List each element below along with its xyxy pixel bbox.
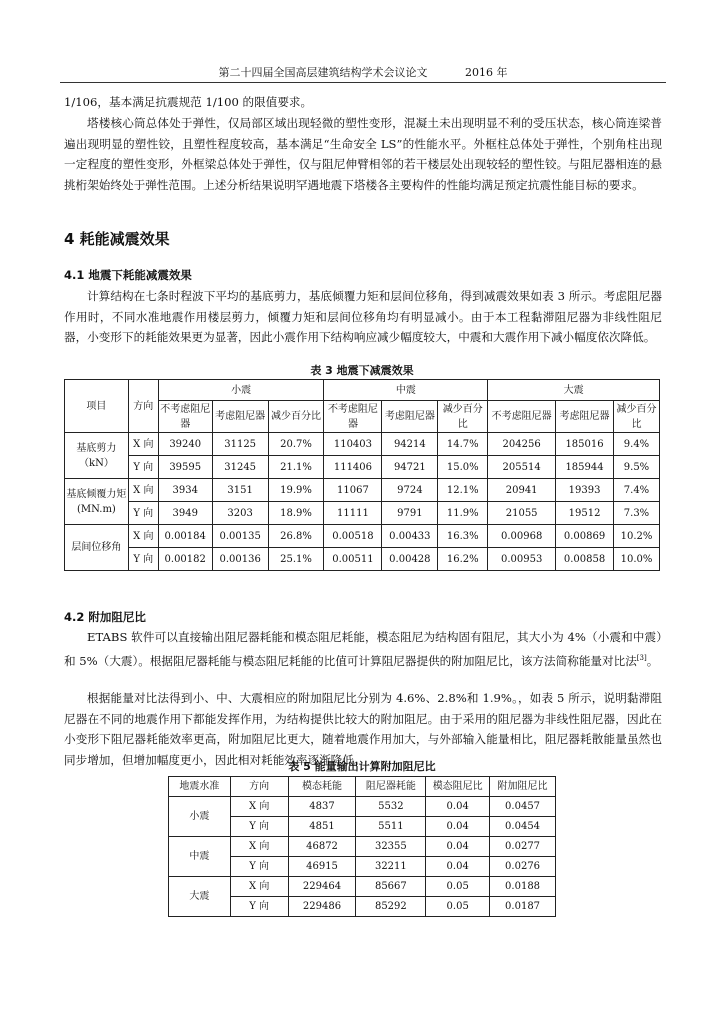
table3-subheader: 减少百分比 bbox=[438, 401, 488, 433]
section-4-2-paragraph-2: 根据能量对比法得到小、中、大震相应的附加阻尼比分别为 4.6%、2.8%和 1.9%。，如表 5 所示，说明黏滞阻尼器在不同的地震作用下都能发挥作用，为结构提供比较大的附加阻尼。由于采用的阻尼器为非线性阻尼器，因此在小变形下阻尼器耗能效率更高，附加阻尼比更大，随着地震作用加大，与外部输入能量相比，阻尼器耗散能量虽然也同步增加，但增加幅度更小，因此相对耗能效率逐渐降低。 bbox=[64, 691, 662, 767]
table-cell: 10.0% bbox=[613, 548, 659, 571]
table5-header: 方向 bbox=[230, 777, 288, 797]
table5-header: 地震水准 bbox=[169, 777, 231, 797]
section-4-2-paragraph-1-text: ETABS 软件可以直接输出阻尼器耗能和模态阻尼耗能，模态阻尼为结构固有阻尼，其大小为 4%（小震和中震）和 5%（大震）。根据阻尼器耗能与模态阻尼耗能的比值可计算阻尼器提供的附加阻尼比，该方法简称能量对比法 bbox=[64, 630, 662, 668]
table-cell: 25.1% bbox=[268, 548, 324, 571]
table-cell: 0.04 bbox=[426, 817, 490, 837]
table3-subheader: 不考虑阻尼器 bbox=[324, 401, 382, 433]
table-cell: 18.9% bbox=[268, 502, 324, 525]
table-row bbox=[65, 479, 660, 502]
table-cell: 0.04 bbox=[426, 857, 490, 877]
section-4-2-title: 4.2 附加阻尼比 bbox=[64, 610, 146, 624]
table-cell: 46915 bbox=[288, 857, 356, 877]
table-cell: 0.00428 bbox=[382, 548, 438, 571]
table-row bbox=[65, 433, 660, 456]
table-cell: 19.9% bbox=[268, 479, 324, 502]
table5-direction: Y 向 bbox=[230, 857, 288, 877]
table-cell: 15.0% bbox=[438, 456, 488, 479]
table-cell: 32211 bbox=[356, 857, 426, 877]
table3-header-row-1 bbox=[65, 380, 660, 401]
table5-level: 小震 bbox=[169, 797, 231, 837]
table-cell: 0.0276 bbox=[490, 857, 556, 877]
table-cell: 11.9% bbox=[438, 502, 488, 525]
table-cell: 7.3% bbox=[613, 502, 659, 525]
table-cell: 4851 bbox=[288, 817, 356, 837]
table-cell: 185016 bbox=[556, 433, 614, 456]
table5-header: 阻尼器耗能 bbox=[356, 777, 426, 797]
table-cell: 0.00869 bbox=[556, 525, 614, 548]
table-cell: 12.1% bbox=[438, 479, 488, 502]
table-cell: 0.00182 bbox=[158, 548, 212, 571]
table-cell: 0.00858 bbox=[556, 548, 614, 571]
table5-header: 附加阻尼比 bbox=[490, 777, 556, 797]
table-cell: 11111 bbox=[324, 502, 382, 525]
table-cell: 0.0187 bbox=[490, 897, 556, 917]
table-cell: 9.4% bbox=[613, 433, 659, 456]
table3-direction: X 向 bbox=[128, 479, 158, 502]
table3-subheader: 不考虑阻尼器 bbox=[158, 401, 212, 433]
table5-header-row bbox=[169, 777, 556, 797]
table-cell: 94214 bbox=[382, 433, 438, 456]
table3-subheader: 减少百分比 bbox=[613, 401, 659, 433]
table5-direction: Y 向 bbox=[230, 897, 288, 917]
table-cell: 4837 bbox=[288, 797, 356, 817]
table3-header-large: 大震 bbox=[488, 380, 660, 401]
table-cell: 0.00135 bbox=[212, 525, 268, 548]
table-cell: 3949 bbox=[158, 502, 212, 525]
table-cell: 111406 bbox=[324, 456, 382, 479]
table-cell: 39240 bbox=[158, 433, 212, 456]
table-cell: 0.00518 bbox=[324, 525, 382, 548]
table-cell: 0.00184 bbox=[158, 525, 212, 548]
table-cell: 9791 bbox=[382, 502, 438, 525]
table3-item-overturning-moment: 基底倾覆力矩 (MN.m) bbox=[65, 479, 129, 525]
table3-item-interstory-drift: 层间位移角 bbox=[65, 525, 129, 571]
table5-additional-damping-ratio bbox=[168, 776, 556, 917]
table-cell: 19512 bbox=[556, 502, 614, 525]
table-cell: 229464 bbox=[288, 877, 356, 897]
table5-direction: X 向 bbox=[230, 797, 288, 817]
table3-item-base-shear: 基底剪力（kN） bbox=[65, 433, 129, 479]
table-cell: 21.1% bbox=[268, 456, 324, 479]
table-cell: 3934 bbox=[158, 479, 212, 502]
citation-reference: [3] bbox=[636, 653, 647, 662]
table-cell: 110403 bbox=[324, 433, 382, 456]
table3-subheader: 减少百分比 bbox=[268, 401, 324, 433]
table-cell: 0.0454 bbox=[490, 817, 556, 837]
table-cell: 0.00968 bbox=[488, 525, 556, 548]
table-cell: 10.2% bbox=[613, 525, 659, 548]
table5-direction: X 向 bbox=[230, 877, 288, 897]
table3-header-small: 小震 bbox=[158, 380, 324, 401]
table3-direction: Y 向 bbox=[128, 502, 158, 525]
table-cell: 204256 bbox=[488, 433, 556, 456]
header-title: 第二十四届全国高层建筑结构学术会议论文 bbox=[218, 66, 428, 79]
table-cell: 19393 bbox=[556, 479, 614, 502]
table-row bbox=[169, 877, 556, 897]
table-cell: 5532 bbox=[356, 797, 426, 817]
section-4-title: 4 耗能减震效果 bbox=[64, 230, 170, 248]
table-cell: 94721 bbox=[382, 456, 438, 479]
table-cell: 16.3% bbox=[438, 525, 488, 548]
table-cell: 21055 bbox=[488, 502, 556, 525]
table-cell: 185944 bbox=[556, 456, 614, 479]
intro-paragraph-2: 塔楼核心筒总体处于弹性，仅局部区域出现轻微的塑性变形，混凝土未出现明显不利的受压状态，核心筒连梁普遍出现明显的塑性铰，且塑性程度较高，基本满足“生命安全 LS”的性能水平。外框柱总体处于弹性，个别角柱出现一定程度的塑性变形，外框梁总体处于弹性，仅与阻尼伸臂相邻的若干楼层处出现较轻的塑性铰。与阻尼器相连的悬挑桁架始终处于弹性范围。上述分析结果说明罕遇地震下塔楼各主要构件的性能均满足预定抗震性能目标的要求。 bbox=[64, 116, 662, 192]
table-cell: 20941 bbox=[488, 479, 556, 502]
table-cell: 31125 bbox=[212, 433, 268, 456]
table-row bbox=[169, 837, 556, 857]
table-cell: 26.8% bbox=[268, 525, 324, 548]
table3-header-item: 项目 bbox=[65, 380, 129, 433]
table-cell: 31245 bbox=[212, 456, 268, 479]
table5-level: 大震 bbox=[169, 877, 231, 917]
table3-subheader: 考虑阻尼器 bbox=[212, 401, 268, 433]
table3-direction: Y 向 bbox=[128, 456, 158, 479]
table-cell: 5511 bbox=[356, 817, 426, 837]
section-4-1-title: 4.1 地震下耗能减震效果 bbox=[64, 268, 192, 282]
table-cell: 0.04 bbox=[426, 797, 490, 817]
table-cell: 0.05 bbox=[426, 877, 490, 897]
running-header bbox=[60, 64, 666, 83]
table-cell: 85292 bbox=[356, 897, 426, 917]
table-cell: 85667 bbox=[356, 877, 426, 897]
table3-direction: Y 向 bbox=[128, 548, 158, 571]
table-cell: 229486 bbox=[288, 897, 356, 917]
table5-caption: 表 5 能量输出计算附加阻尼比 bbox=[288, 760, 436, 773]
table3-direction: X 向 bbox=[128, 433, 158, 456]
section-4-1-paragraph: 计算结构在七条时程波下平均的基底剪力，基底倾覆力矩和层间位移角，得到减震效果如表 3 所示。考虑阻尼器作用时，不同水准地震作用楼层剪力，倾覆力矩和层间位移角均有明显减小。由于本工程黏滞阻尼器为非线性阻尼器，小变形下的耗能效果更为显著，因此小震作用下结构响应减少幅度较大，中震和大震作用下减小幅度依次降低。 bbox=[64, 289, 662, 344]
table3-subheader: 考虑阻尼器 bbox=[382, 401, 438, 433]
section-4-2-paragraph-1-end: 。 bbox=[646, 653, 659, 668]
table-cell: 0.05 bbox=[426, 897, 490, 917]
table-cell: 14.7% bbox=[438, 433, 488, 456]
table3-header-direction: 方向 bbox=[128, 380, 158, 433]
table5-level: 中震 bbox=[169, 837, 231, 877]
table-cell: 0.0188 bbox=[490, 877, 556, 897]
table-cell: 16.2% bbox=[438, 548, 488, 571]
table-cell: 0.00511 bbox=[324, 548, 382, 571]
table3-damping-effect bbox=[64, 379, 660, 571]
table-cell: 9.5% bbox=[613, 456, 659, 479]
table-cell: 3203 bbox=[212, 502, 268, 525]
table-row bbox=[65, 456, 660, 479]
table5-header: 模态阻尼比 bbox=[426, 777, 490, 797]
table3-subheader: 考虑阻尼器 bbox=[556, 401, 614, 433]
table-cell: 0.00136 bbox=[212, 548, 268, 571]
table5-header: 模态耗能 bbox=[288, 777, 356, 797]
table3-direction: X 向 bbox=[128, 525, 158, 548]
table3-subheader: 不考虑阻尼器 bbox=[488, 401, 556, 433]
table-row bbox=[169, 797, 556, 817]
table5-direction: X 向 bbox=[230, 837, 288, 857]
intro-paragraph-1: 1/106，基本满足抗震规范 1/100 的限值要求。 bbox=[64, 95, 313, 109]
table-cell: 0.0277 bbox=[490, 837, 556, 857]
table-cell: 0.0457 bbox=[490, 797, 556, 817]
table-cell: 0.04 bbox=[426, 837, 490, 857]
table-cell: 32355 bbox=[356, 837, 426, 857]
table-row bbox=[65, 525, 660, 548]
table-row bbox=[65, 548, 660, 571]
section-4-2-paragraph-1 bbox=[64, 627, 662, 671]
table-cell: 0.00953 bbox=[488, 548, 556, 571]
table-cell: 46872 bbox=[288, 837, 356, 857]
table-cell: 11067 bbox=[324, 479, 382, 502]
table5-direction: Y 向 bbox=[230, 817, 288, 837]
table-cell: 20.7% bbox=[268, 433, 324, 456]
header-year: 2016 年 bbox=[465, 66, 508, 79]
table-cell: 39595 bbox=[158, 456, 212, 479]
table-cell: 0.00433 bbox=[382, 525, 438, 548]
table-row bbox=[65, 502, 660, 525]
table-cell: 9724 bbox=[382, 479, 438, 502]
table3-caption: 表 3 地震下减震效果 bbox=[310, 364, 414, 377]
table-cell: 205514 bbox=[488, 456, 556, 479]
table3-header-mid: 中震 bbox=[324, 380, 488, 401]
table-cell: 3151 bbox=[212, 479, 268, 502]
table-cell: 7.4% bbox=[613, 479, 659, 502]
